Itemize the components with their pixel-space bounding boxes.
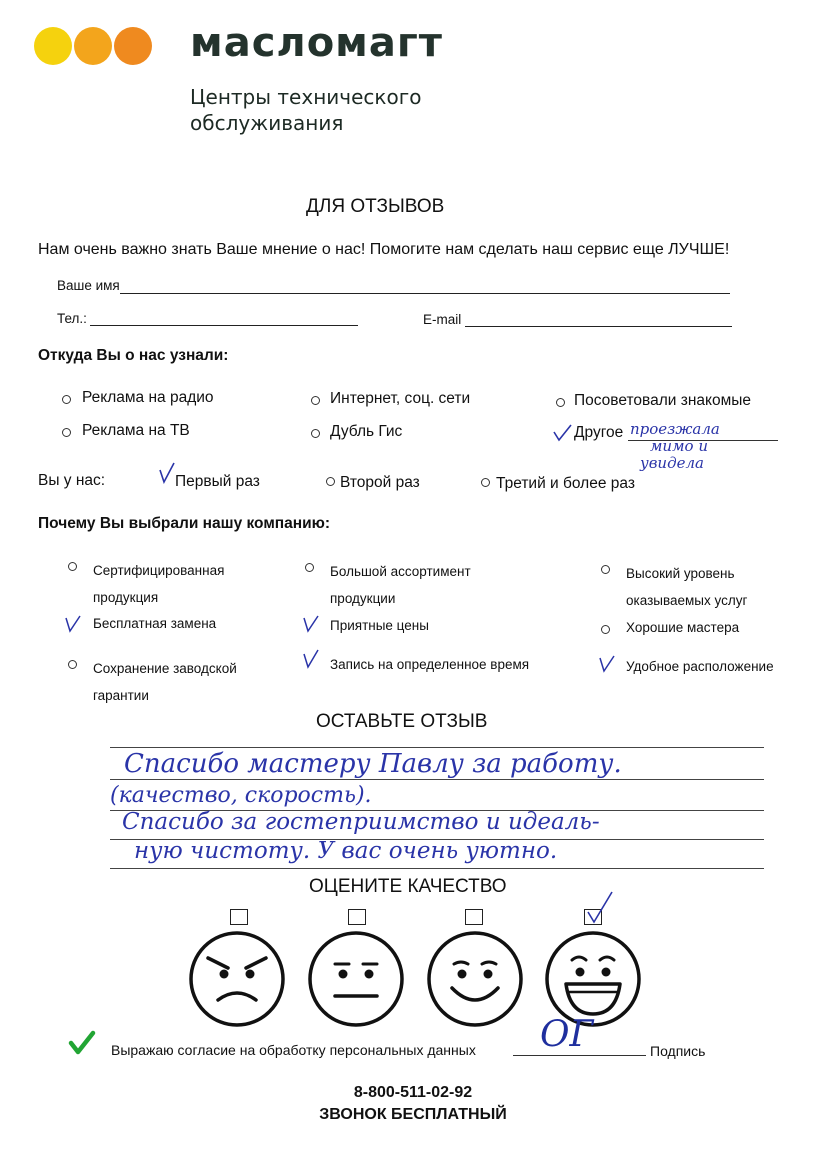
reason-certified: Сертифицированная продукция [93,563,225,605]
brand-subtitle: Центры технического обслуживания [190,85,422,135]
visit-third: Третий и более раз [496,475,635,492]
signature-field[interactable] [513,1055,646,1056]
review-text-2: (качество, скорость). [110,783,372,808]
rating-checkbox-smile[interactable] [465,909,483,925]
source-option-other: Другое [574,424,624,441]
review-line[interactable] [110,779,764,780]
email-label: E-mail [423,312,462,327]
neutral-face-icon[interactable] [307,930,405,1028]
reason-service-level: Высокий уровень оказываемых услуг [626,566,748,608]
angry-face-icon[interactable] [188,930,286,1028]
option-circle[interactable] [62,428,71,437]
option-circle[interactable] [305,563,314,572]
review-heading: ОСТАВЬТЕ ОТЗЫВ [316,711,488,732]
review-text-3: Спасибо за гостеприимство и идеаль- [122,809,600,835]
option-circle[interactable] [311,396,320,405]
rating-checkbox-neutral[interactable] [348,909,366,925]
phone-field[interactable] [90,325,358,326]
footer [0,1082,826,1126]
option-circle[interactable] [601,565,610,574]
reason-appointment: Запись на определенное время [330,657,530,672]
checkmark-icon[interactable] [64,614,82,634]
option-circle[interactable] [556,398,565,407]
source-option-2gis: Дубль Гис [330,423,403,440]
signature-label: Подпись [650,1043,706,1059]
option-circle[interactable] [68,562,77,571]
reason-warranty: Сохранение заводской гарантии [93,661,237,703]
rating-checkbox-angry[interactable] [230,909,248,925]
signature: ОГ [540,1014,594,1055]
reason-masters: Хорошие мастера [626,620,740,635]
name-field[interactable] [120,293,730,294]
checkmark-icon[interactable] [552,424,574,444]
other-handwritten-2: мимо и [650,437,708,455]
option-circle[interactable] [326,477,335,486]
reasons-heading: Почему Вы выбрали нашу компанию: [38,515,331,532]
smile-face-icon[interactable] [426,930,524,1028]
rating-checkmark-icon [582,888,622,928]
other-handwritten-1: проезжала [630,420,720,438]
logo-dot-yellow [34,27,72,65]
review-line[interactable] [110,868,764,869]
footer-phone[interactable]: 8-800-511-02-92 [353,1084,473,1101]
reason-free-replacement: Бесплатная замена [93,616,217,631]
review-text-1: Спасибо мастеру Павлу за работу. [124,749,622,779]
option-circle[interactable] [311,429,320,438]
checkmark-icon[interactable] [598,654,616,674]
option-circle[interactable] [62,395,71,404]
checkmark-icon[interactable] [302,614,320,634]
email-field[interactable] [465,326,732,327]
reason-assortment: Большой ассортимент продукции [330,564,471,606]
review-text-4: ную чистоту. У вас очень уютно. [134,838,558,864]
phone-label: Тел.: [57,311,87,326]
option-circle[interactable] [481,478,490,487]
logo-dot-orange [114,27,152,65]
checkmark-icon[interactable] [302,648,320,670]
visit-second: Второй раз [340,474,420,491]
option-circle[interactable] [601,625,610,634]
rating-heading: ОЦЕНИТЕ КАЧЕСТВО [309,876,507,897]
option-circle[interactable] [68,660,77,669]
other-handwritten-3: увидела [640,454,704,472]
consent-text: Выражаю согласие на обработку персональных данных [111,1042,476,1058]
source-heading: Откуда Вы о нас узнали: [38,347,229,364]
review-line[interactable] [110,747,764,748]
form-intro: Нам очень важно знать Ваше мнение о нас! Помогите нам сделать наш сервис еще ЛУЧШЕ! [38,241,730,258]
source-option-radio: Реклама на радио [82,389,214,406]
reason-location: Удобное расположение [626,659,774,674]
form-title: ДЛЯ ОТЗЫВОВ [306,196,445,217]
source-option-friends: Посоветовали знакомые [574,392,751,409]
footer-note: ЗВОНОК БЕСПЛАТНЫЙ [319,1106,507,1123]
logo-dot-amber [74,27,112,65]
name-label: Ваше имя [57,278,120,293]
visits-heading: Вы у нас: [38,472,106,489]
checkmark-icon[interactable] [158,462,176,484]
source-option-tv: Реклама на ТВ [82,422,190,439]
source-option-internet: Интернет, соц. сети [330,390,471,407]
brand-name: масломагт [190,20,443,66]
consent-checkmark-icon[interactable] [68,1030,96,1056]
visit-first: Первый раз [175,473,260,490]
reason-prices: Приятные цены [330,618,429,633]
